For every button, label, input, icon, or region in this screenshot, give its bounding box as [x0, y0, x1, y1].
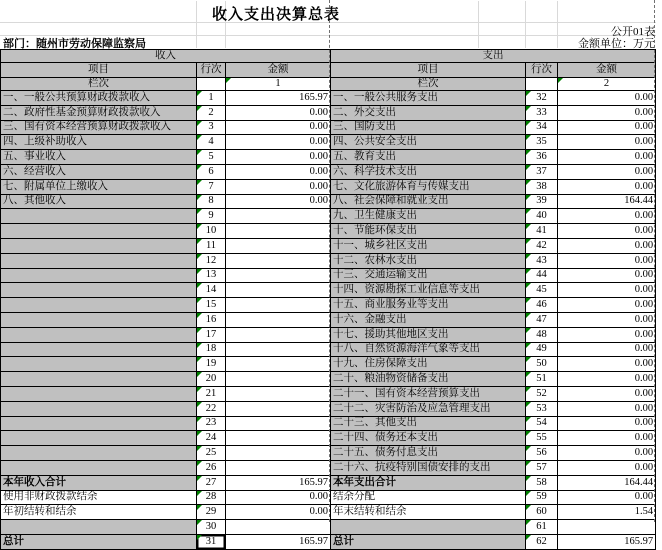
expense-item-cell[interactable]: 一、一般公共服务支出: [331, 91, 526, 106]
expense-lineno-cell[interactable]: 60: [526, 505, 558, 520]
income-amount-cell[interactable]: [226, 357, 331, 372]
comment-indicator-icon: [526, 476, 531, 481]
expense-item-cell[interactable]: 二十四、债务还本支出: [331, 431, 526, 446]
comment-indicator-icon: [197, 91, 202, 96]
income-item-cell[interactable]: [1, 431, 197, 446]
income-lineno-cell[interactable]: 25: [197, 446, 226, 461]
expense-amount-cell[interactable]: 0.00: [558, 431, 656, 446]
expense-amount-cell[interactable]: 0.00: [558, 179, 656, 194]
comment-indicator-icon: [197, 121, 202, 126]
income-amount-cell[interactable]: [226, 372, 331, 387]
comment-indicator-icon: [526, 254, 531, 259]
expense-item-cell[interactable]: 十一、城乡社区支出: [331, 238, 526, 253]
income-lineno-cell[interactable]: 14: [197, 283, 226, 298]
income-amount-cell[interactable]: 0.00: [226, 164, 331, 179]
expense-lineno-cell[interactable]: 59: [526, 490, 558, 505]
expense-amount-header[interactable]: 金额: [558, 63, 656, 78]
comment-indicator-icon: [197, 372, 202, 377]
income-item-cell[interactable]: [1, 224, 197, 239]
income-amount-cell[interactable]: 0.00: [226, 194, 331, 209]
income-item-cell[interactable]: 总计: [1, 534, 197, 549]
expense-item-cell[interactable]: 二、外交支出: [331, 105, 526, 120]
comment-indicator-icon: [197, 402, 202, 407]
income-item-cell[interactable]: [1, 416, 197, 431]
comment-indicator-icon: [526, 283, 531, 288]
expense-amount-cell[interactable]: 0.00: [558, 105, 656, 120]
comment-indicator-icon: [197, 343, 202, 348]
expense-amount-cell[interactable]: 0.00: [558, 150, 656, 165]
expense-amount-cell[interactable]: 0.00: [558, 91, 656, 106]
income-item-cell[interactable]: 五、事业收入: [1, 150, 197, 165]
expense-item-cell[interactable]: 三、国防支出: [331, 120, 526, 135]
income-item-cell[interactable]: [1, 209, 197, 224]
expense-amount-cell[interactable]: 0.00: [558, 120, 656, 135]
income-amount-cell[interactable]: [226, 238, 331, 253]
income-lineno-cell[interactable]: 26: [197, 460, 226, 475]
income-item-cell[interactable]: [1, 312, 197, 327]
expense-item-cell[interactable]: 九、卫生健康支出: [331, 209, 526, 224]
expense-amount-cell[interactable]: 0.00: [558, 135, 656, 150]
expense-lineno-cell[interactable]: 36: [526, 150, 558, 165]
income-amount-cell[interactable]: [226, 446, 331, 461]
comment-indicator-icon: [526, 121, 531, 126]
table-row: [1, 534, 656, 549]
expense-item-cell[interactable]: 四、公共安全支出: [331, 135, 526, 150]
income-item-cell[interactable]: [1, 268, 197, 283]
comment-indicator-icon: [197, 505, 202, 510]
comment-indicator-icon: [526, 91, 531, 96]
income-lineno-cell[interactable]: 28: [197, 490, 226, 505]
expense-item-cell[interactable]: 十二、农林水支出: [331, 253, 526, 268]
income-lineno-cell[interactable]: 7: [197, 179, 226, 194]
expense-item-cell[interactable]: 十九、住房保障支出: [331, 357, 526, 372]
comment-indicator-icon: [197, 180, 202, 185]
income-lineno-cell[interactable]: 20: [197, 372, 226, 387]
comment-indicator-icon: [197, 135, 202, 140]
expense-item-cell[interactable]: 结余分配: [331, 490, 526, 505]
comment-indicator-icon: [526, 298, 531, 303]
comment-indicator-icon: [197, 491, 202, 496]
expense-item-cell[interactable]: 十四、资源勘探工业信息等支出: [331, 283, 526, 298]
comment-indicator-icon: [526, 535, 531, 540]
expense-amount-cell[interactable]: 0.00: [558, 357, 656, 372]
comment-indicator-icon: [197, 387, 202, 392]
expense-lineno-cell[interactable]: 32: [526, 91, 558, 106]
income-lineno-cell[interactable]: 2: [197, 105, 226, 120]
income-lineno-cell[interactable]: 24: [197, 431, 226, 446]
comment-indicator-icon: [526, 180, 531, 185]
comment-indicator-icon: [526, 520, 531, 525]
comment-indicator-icon: [197, 431, 202, 436]
income-item-cell[interactable]: [1, 283, 197, 298]
income-column-number: 1: [275, 78, 281, 89]
comment-indicator-icon: [526, 209, 531, 214]
comment-indicator-icon: [526, 150, 531, 155]
income-amount-cell[interactable]: [226, 312, 331, 327]
expense-amount-cell[interactable]: 0.00: [558, 460, 656, 475]
comment-indicator-icon: [526, 431, 531, 436]
income-lineno-cell[interactable]: 22: [197, 401, 226, 416]
income-item-cell[interactable]: [1, 372, 197, 387]
income-amount-cell[interactable]: 0.00: [226, 150, 331, 165]
comment-indicator-icon: [197, 417, 202, 422]
income-amount-cell[interactable]: [226, 401, 331, 416]
income-lineno-cell[interactable]: 27: [197, 475, 226, 490]
expense-item-cell[interactable]: 二十二、灾害防治及应急管理支出: [331, 401, 526, 416]
expense-amount-cell[interactable]: 0.00: [558, 312, 656, 327]
income-item-cell[interactable]: [1, 253, 197, 268]
income-lineno-blank-cell[interactable]: [197, 78, 226, 91]
expense-item-cell[interactable]: 总计: [331, 534, 526, 549]
expense-lineno-header[interactable]: 行次: [526, 63, 558, 78]
comment-indicator-icon: [197, 254, 202, 259]
expense-lineno-cell[interactable]: 39: [526, 194, 558, 209]
income-amount-cell[interactable]: 165.97: [226, 534, 331, 549]
expense-item-cell[interactable]: 二十一、国有资本经营预算支出: [331, 386, 526, 401]
gridline: [557, 1, 558, 48]
expense-item-cell[interactable]: 十三、交通运输支出: [331, 268, 526, 283]
income-item-cell[interactable]: [1, 238, 197, 253]
comment-indicator-icon: [526, 505, 531, 510]
comment-indicator-icon: [197, 446, 202, 451]
expense-item-cell[interactable]: 七、文化旅游体育与传媒支出: [331, 179, 526, 194]
expense-lineno-cell[interactable]: 47: [526, 312, 558, 327]
income-lineno-cell[interactable]: 13: [197, 268, 226, 283]
income-item-cell[interactable]: [1, 386, 197, 401]
comment-indicator-icon: [526, 491, 531, 496]
expense-item-header[interactable]: 项目: [331, 63, 526, 78]
income-amount-cell[interactable]: [226, 327, 331, 342]
comment-indicator-icon: [526, 343, 531, 348]
expense-item-cell[interactable]: 二十、粮油物资储备支出: [331, 372, 526, 387]
sheet-top-area: [0, 0, 662, 49]
expense-lineno-cell[interactable]: 45: [526, 283, 558, 298]
comment-indicator-icon: [197, 476, 202, 481]
comment-indicator-icon: [197, 535, 202, 540]
table-code[interactable]: 公开01表: [611, 26, 655, 38]
expense-item-cell[interactable]: 十七、援助其他地区支出: [331, 327, 526, 342]
income-item-cell[interactable]: [1, 342, 197, 357]
expense-amount-cell[interactable]: 0.00: [558, 342, 656, 357]
expense-lineno-cell[interactable]: 42: [526, 238, 558, 253]
comment-indicator-icon: [197, 150, 202, 155]
comment-indicator-icon: [526, 195, 531, 200]
income-amount-cell[interactable]: [226, 253, 331, 268]
expense-lineno-cell[interactable]: 58: [526, 475, 558, 490]
income-lineno-cell[interactable]: 12: [197, 253, 226, 268]
comment-indicator-icon: [197, 239, 202, 244]
expense-item-cell[interactable]: 二十三、其他支出: [331, 416, 526, 431]
income-lineno-cell[interactable]: 23: [197, 416, 226, 431]
comment-indicator-icon: [526, 402, 531, 407]
expense-amount-cell[interactable]: 0.00: [558, 446, 656, 461]
income-amount-cell[interactable]: 0.00: [226, 179, 331, 194]
expense-column-number: 2: [603, 78, 610, 89]
expense-item-cell[interactable]: 十六、金融支出: [331, 312, 526, 327]
expense-lineno-cell[interactable]: 50: [526, 357, 558, 372]
expense-amount-cell[interactable]: 0.00: [558, 416, 656, 431]
income-lineno-cell[interactable]: 31: [197, 534, 226, 549]
expense-lineno-cell[interactable]: 53: [526, 401, 558, 416]
comment-indicator-icon: [197, 313, 202, 318]
expense-amount-cell[interactable]: 165.97: [558, 534, 656, 549]
expense-section-header[interactable]: 支出: [331, 50, 656, 63]
comment-indicator-icon: [526, 461, 531, 466]
income-item-cell[interactable]: [1, 460, 197, 475]
comment-indicator-icon: [197, 165, 202, 170]
income-item-cell[interactable]: 二、政府性基金预算财政拨款收入: [1, 105, 197, 120]
income-lineno-cell[interactable]: 10: [197, 224, 226, 239]
income-lineno-cell[interactable]: 6: [197, 164, 226, 179]
income-lineno-cell[interactable]: 5: [197, 150, 226, 165]
income-amount-cell[interactable]: [226, 268, 331, 283]
comment-indicator-icon: [526, 224, 531, 229]
expense-lineno-cell[interactable]: 49: [526, 342, 558, 357]
comment-indicator-icon: [197, 328, 202, 333]
comment-indicator-icon: [197, 298, 202, 303]
expense-lineno-cell[interactable]: 41: [526, 224, 558, 239]
expense-amount-cell[interactable]: 0.00: [558, 283, 656, 298]
expense-lineno-cell[interactable]: 62: [526, 534, 558, 549]
expense-amount-cell[interactable]: 0.00: [558, 401, 656, 416]
expense-column-number-cell[interactable]: [558, 78, 656, 91]
expense-lineno-cell[interactable]: 52: [526, 386, 558, 401]
expense-lineno-cell[interactable]: 61: [526, 520, 558, 535]
income-section-header[interactable]: 收入: [1, 50, 331, 63]
amount-unit-label[interactable]: 金额单位：万元: [578, 38, 655, 50]
expense-item-cell[interactable]: 二十五、债务付息支出: [331, 446, 526, 461]
expense-lineno-cell[interactable]: 37: [526, 164, 558, 179]
expense-lineno-cell[interactable]: 54: [526, 416, 558, 431]
income-item-cell[interactable]: 四、上级补助收入: [1, 135, 197, 150]
income-lineno-cell[interactable]: 21: [197, 386, 226, 401]
expense-item-cell[interactable]: 五、教育支出: [331, 150, 526, 165]
comment-indicator-icon: [526, 387, 531, 392]
income-lineno-cell[interactable]: 15: [197, 298, 226, 313]
expense-amount-cell[interactable]: 0.00: [558, 490, 656, 505]
income-lineno-cell[interactable]: 4: [197, 135, 226, 150]
expense-item-cell[interactable]: 二十六、抗疫特别国债安排的支出: [331, 460, 526, 475]
income-amount-cell[interactable]: 165.97: [226, 475, 331, 490]
income-item-cell[interactable]: [1, 357, 197, 372]
comment-indicator-icon: [197, 283, 202, 288]
expense-lineno-cell[interactable]: 35: [526, 135, 558, 150]
income-lineno-cell[interactable]: 17: [197, 327, 226, 342]
expense-lineno-cell[interactable]: 51: [526, 372, 558, 387]
comment-indicator-icon: [526, 239, 531, 244]
expense-amount-cell[interactable]: 0.00: [558, 298, 656, 313]
expense-item-cell[interactable]: 十五、商业服务业等支出: [331, 298, 526, 313]
income-amount-cell[interactable]: [226, 431, 331, 446]
comment-indicator-icon: [526, 372, 531, 377]
expense-item-cell[interactable]: 年末结转和结余: [331, 505, 526, 520]
expense-amount-cell[interactable]: 0.00: [558, 372, 656, 387]
comment-indicator-icon: [197, 461, 202, 466]
income-amount-cell[interactable]: 0.00: [226, 105, 331, 120]
income-item-cell[interactable]: 三、国有资本经营预算财政拨款收入: [1, 120, 197, 135]
expense-item-cell[interactable]: 六、科学技术支出: [331, 164, 526, 179]
comment-indicator-icon: [526, 106, 531, 111]
income-amount-cell[interactable]: [226, 283, 331, 298]
expense-item-cell[interactable]: [331, 520, 526, 535]
expense-item-cell[interactable]: 十八、自然资源海洋气象等支出: [331, 342, 526, 357]
comment-indicator-icon: [558, 78, 563, 83]
income-amount-cell[interactable]: 0.00: [226, 120, 331, 135]
comment-indicator-icon: [526, 417, 531, 422]
income-amount-cell[interactable]: [226, 460, 331, 475]
income-item-cell[interactable]: [1, 327, 197, 342]
income-item-cell[interactable]: [1, 446, 197, 461]
comment-indicator-icon: [226, 78, 231, 83]
income-amount-header[interactable]: 金额: [226, 63, 331, 78]
comment-indicator-icon: [526, 328, 531, 333]
expense-item-cell[interactable]: 八、社会保障和就业支出: [331, 194, 526, 209]
comment-indicator-icon: [197, 106, 202, 111]
expense-amount-cell[interactable]: 0.00: [558, 209, 656, 224]
expense-lineno-cell[interactable]: 57: [526, 460, 558, 475]
expense-lineno-cell[interactable]: 55: [526, 431, 558, 446]
expense-amount-cell[interactable]: 0.00: [558, 386, 656, 401]
expense-amount-cell[interactable]: [558, 520, 656, 535]
expense-amount-cell[interactable]: 164.44: [558, 194, 656, 209]
income-lineno-cell[interactable]: 9: [197, 209, 226, 224]
expense-amount-cell[interactable]: 0.00: [558, 268, 656, 283]
comment-indicator-icon: [197, 195, 202, 200]
income-column-number-cell[interactable]: [226, 78, 331, 91]
income-item-cell[interactable]: 六、经营收入: [1, 164, 197, 179]
income-item-header[interactable]: 项目: [1, 63, 197, 78]
expense-lineno-cell[interactable]: 34: [526, 120, 558, 135]
comment-indicator-icon: [526, 357, 531, 362]
income-item-cell[interactable]: 一、一般公共预算财政拨款收入: [1, 91, 197, 106]
expense-amount-cell[interactable]: 1.54: [558, 505, 656, 520]
expense-lineno-cell[interactable]: 46: [526, 298, 558, 313]
income-amount-cell[interactable]: [226, 224, 331, 239]
income-amount-cell[interactable]: [226, 298, 331, 313]
expense-lineno-blank-cell[interactable]: [526, 78, 558, 91]
expense-amount-cell[interactable]: 0.00: [558, 238, 656, 253]
expense-lineno-cell[interactable]: 56: [526, 446, 558, 461]
comment-indicator-icon: [197, 269, 202, 274]
department-label[interactable]: 部门：随州市劳动保障监察局: [3, 38, 146, 50]
income-amount-cell[interactable]: [226, 416, 331, 431]
comment-indicator-icon: [526, 446, 531, 451]
income-lineno-cell[interactable]: 8: [197, 194, 226, 209]
income-amount-cell[interactable]: 0.00: [226, 490, 331, 505]
income-amount-cell[interactable]: [226, 209, 331, 224]
expense-amount-cell[interactable]: 164.44: [558, 475, 656, 490]
comment-indicator-icon: [526, 313, 531, 318]
expense-amount-cell[interactable]: 0.00: [558, 164, 656, 179]
page-break-line: [654, 0, 655, 522]
expense-lineno-cell[interactable]: 44: [526, 268, 558, 283]
report-title[interactable]: 收入支出决算总表: [211, 7, 340, 23]
income-amount-cell[interactable]: 0.00: [226, 135, 331, 150]
income-lineno-header[interactable]: 行次: [197, 63, 226, 78]
expense-lineno-cell[interactable]: 38: [526, 179, 558, 194]
income-amount-cell[interactable]: 0.00: [226, 505, 331, 520]
income-item-cell[interactable]: 七、附属单位上缴收入: [1, 179, 197, 194]
expense-amount-cell[interactable]: 0.00: [558, 253, 656, 268]
comment-indicator-icon: [526, 165, 531, 170]
income-column-index-label[interactable]: 栏次: [1, 78, 197, 91]
expense-lineno-cell[interactable]: 40: [526, 209, 558, 224]
income-amount-cell[interactable]: [226, 342, 331, 357]
expense-item-cell[interactable]: 本年支出合计: [331, 475, 526, 490]
comment-indicator-icon: [526, 269, 531, 274]
comment-indicator-icon: [197, 357, 202, 362]
income-item-cell[interactable]: 本年收入合计: [1, 475, 197, 490]
comment-indicator-icon: [526, 135, 531, 140]
income-amount-cell[interactable]: [226, 520, 331, 535]
income-lineno-cell[interactable]: 29: [197, 505, 226, 520]
income-item-cell[interactable]: [1, 520, 197, 535]
income-lineno-cell[interactable]: 19: [197, 357, 226, 372]
expense-lineno-cell[interactable]: 43: [526, 253, 558, 268]
comment-indicator-icon: [197, 520, 202, 525]
expense-column-index-label[interactable]: 栏次: [331, 78, 526, 91]
expense-lineno-cell[interactable]: 48: [526, 327, 558, 342]
income-item-cell[interactable]: 八、其他收入: [1, 194, 197, 209]
income-amount-cell[interactable]: 165.97: [226, 91, 331, 106]
income-item-cell[interactable]: [1, 401, 197, 416]
income-amount-cell[interactable]: [226, 386, 331, 401]
income-lineno-cell[interactable]: 1: [197, 91, 226, 106]
income-lineno-cell[interactable]: 16: [197, 312, 226, 327]
income-lineno-cell[interactable]: 11: [197, 238, 226, 253]
expense-item-cell[interactable]: 十、节能环保支出: [331, 224, 526, 239]
page-break-line: [329, 0, 330, 522]
income-lineno-cell[interactable]: 3: [197, 120, 226, 135]
income-lineno-cell[interactable]: 18: [197, 342, 226, 357]
comment-indicator-icon: [197, 224, 202, 229]
income-item-cell[interactable]: 年初结转和结余: [1, 505, 197, 520]
expense-amount-cell[interactable]: 0.00: [558, 224, 656, 239]
expense-amount-cell[interactable]: 0.00: [558, 327, 656, 342]
income-item-cell[interactable]: [1, 298, 197, 313]
income-lineno-cell[interactable]: 30: [197, 520, 226, 535]
comment-indicator-icon: [197, 209, 202, 214]
expense-lineno-cell[interactable]: 33: [526, 105, 558, 120]
income-item-cell[interactable]: 使用非财政拨款结余: [1, 490, 197, 505]
